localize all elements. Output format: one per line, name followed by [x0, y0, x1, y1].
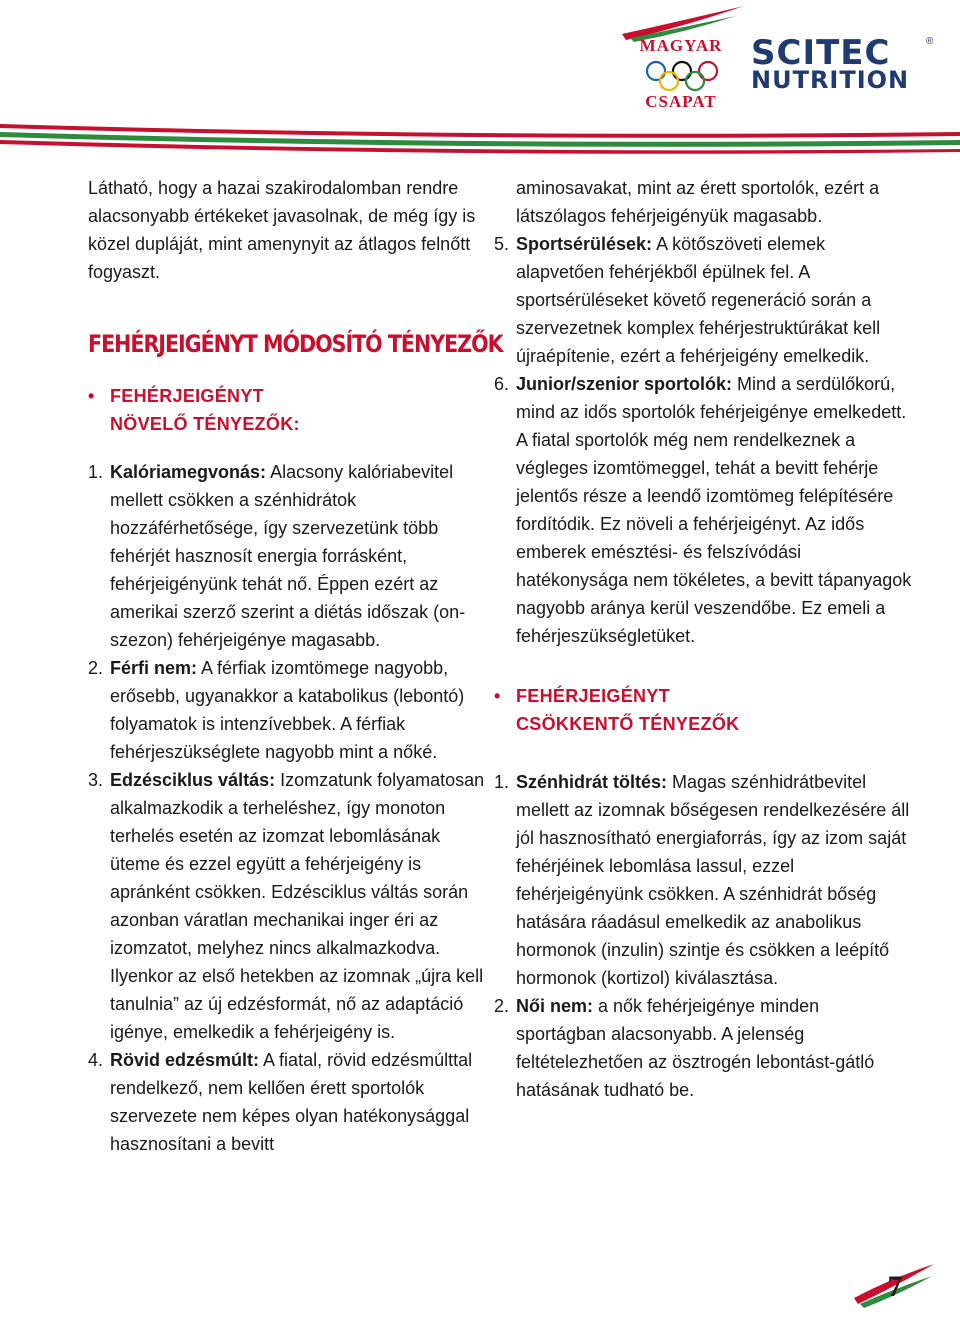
bullet-icon: •	[88, 386, 95, 406]
registered-mark: ®	[926, 36, 934, 47]
item-number: 2.	[494, 996, 510, 1016]
item-number: 3.	[88, 770, 104, 790]
item-number: 1.	[494, 772, 510, 792]
item-title: Kalóriamegvonás:	[110, 462, 267, 482]
page-number: 7	[887, 1270, 903, 1303]
scitec-nutrition-logo	[751, 33, 934, 94]
item-title: Edzésciklus váltás:	[110, 770, 276, 790]
item-number: 6.	[494, 374, 510, 394]
item-title: Sportsérülések:	[516, 234, 653, 254]
increasing-factors-subheading	[88, 382, 488, 438]
brand-line-2: NUTRITION	[751, 66, 910, 94]
subheading-line-1: FEHÉRJEIGÉNYT	[110, 386, 264, 406]
decreasing-factors-subheading	[494, 682, 914, 738]
left-column	[88, 174, 503, 1158]
item-number: 4.	[88, 1050, 104, 1070]
item-number: 1.	[88, 462, 104, 482]
item-text: Mind a serdülőkorú, mind az idős sportolók fehérjeigénye emelkedett. A fiatal sportolók még nem rendelkeznek a végleges izomtömeggel, tehát a bevitt fehérje jelentős része a leendő izomtömeg felépítésére fordítódik. Ez növeli a fehérjeigényt. Az idős emberek emésztési- és felszívódási hatékonysága nem tökéletes, a bevitt tápanyagok nagyobb aránya kerül veszendőbe. Ez emeli a fehérjeszükségletüket.	[516, 374, 912, 646]
logo-word-top: MAGYAR	[639, 36, 723, 55]
item-title: Férfi nem:	[110, 658, 198, 678]
item-text: A férfiak izomtömege nagyobb, erősebb, ugyanakkor a katabolikus (lebontó) folyamatok is intenzívebbek. A férfiak fehérjeszükséglete nagyobb mint a nőké.	[110, 658, 465, 762]
item-number: 2.	[88, 658, 104, 678]
bullet-icon: •	[494, 686, 501, 706]
subheading-line-2: NÖVELŐ TÉNYEZŐK:	[110, 414, 300, 434]
page-header	[0, 0, 960, 160]
item-text: A kötőszöveti elemek alapvetően fehérjékből épülnek fel. A sportsérüléseket követő regeneráció során a szervezetnek komplex fehérjestruktúrákat kell újraépítenie, ezért a fehérjeigény emelkedik.	[516, 234, 881, 366]
item-text: Magas szénhidrátbevitel mellett az izomnak bőségesen rendelkezésére áll jól hasznosítható energiaforrás, így az izom saját fehérjéinek lebomlása lassul, ezzel fehérjeigényünk csökken. A szénhidrát bőség hatására ráadásul emelkedik az anabolikus hormonok (inzulin) szintje és csökken a leépítő hormonok (kortizol) kiválasztása.	[516, 772, 910, 988]
logo-word-bottom: CSAPAT	[645, 92, 717, 111]
subheading-line-1: FEHÉRJEIGÉNYT	[516, 686, 670, 706]
item-text: Alacsony kalóriabevitel mellett csökken a szénhidrátok hozzáférhetősége, így szervezetünk több fehérjét hasznosít energia forrásként, fehérjeigényünk tehát nő. Éppen ezért az amerikai szerző szerint a diétás időszak (on-szezon) fehérjeigénye magasabb.	[110, 462, 466, 650]
list-item	[494, 370, 914, 650]
item-text: a nők fehérjeigénye minden sportágban alacsonyabb. A jelenség feltételezhetően az ösztrogén lebontást-gátló hatásának tudható be.	[516, 996, 875, 1100]
subheading-line-2: CSÖKKENTŐ TÉNYEZŐK	[516, 714, 740, 734]
list-item	[88, 1046, 488, 1158]
item-text: A fiatal, rövid edzésmúlttal rendelkező, nem kellően érett sportolók szervezete nem képes olyan hatékonysággal hasznosítani a bevitt	[110, 1050, 473, 1154]
list-item	[494, 992, 914, 1104]
item-number: 5.	[494, 234, 510, 254]
hungarian-olympic-team-logo	[616, 4, 746, 116]
item-title: Szénhidrát töltés:	[516, 772, 668, 792]
list-item	[494, 230, 914, 370]
item-title: Rövid edzésmúlt:	[110, 1050, 260, 1070]
right-column	[494, 174, 914, 1104]
list-item	[88, 458, 488, 654]
item-text: Izomzatunk folyamatosan alkalmazkodik a terheléshez, így monoton terhelés esetén az izomzat lebomlásának üteme és ezzel együtt a fehérjeigény is apránként csökken. Edzésciklus váltás során azonban váratlan mechanikai inger éri az izomzatot, melyhez nincs alkalmazkodva. Ilyenkor az első hetekben az izomnak „újra kell tanulnia” az új edzésformát, nő az adaptáció igénye, emelkedik a fehérjeigény is.	[110, 770, 485, 1042]
list-item	[88, 654, 488, 766]
item-title: Junior/szenior sportolók:	[516, 374, 733, 394]
list-item	[494, 768, 914, 992]
continuation-paragraph: aminosavakat, mint az érett sportolók, ezért a látszólagos fehérjeigényük magasabb.	[516, 178, 880, 226]
list-item	[88, 766, 488, 1046]
item-title: Női nem:	[516, 996, 594, 1016]
section-heading: FEHÉRJEIGÉNYT MÓDOSÍTÓ TÉNYEZŐK	[88, 330, 503, 358]
intro-paragraph: Látható, hogy a hazai szakirodalomban rendre alacsonyabb értékeket javasolnak, de még így is közel dupláját, mint amenynyit az átlagos felnőtt fogyaszt.	[88, 178, 476, 282]
olympic-rings-icon	[644, 60, 720, 92]
brand-line-1: SCITEC	[751, 33, 891, 73]
